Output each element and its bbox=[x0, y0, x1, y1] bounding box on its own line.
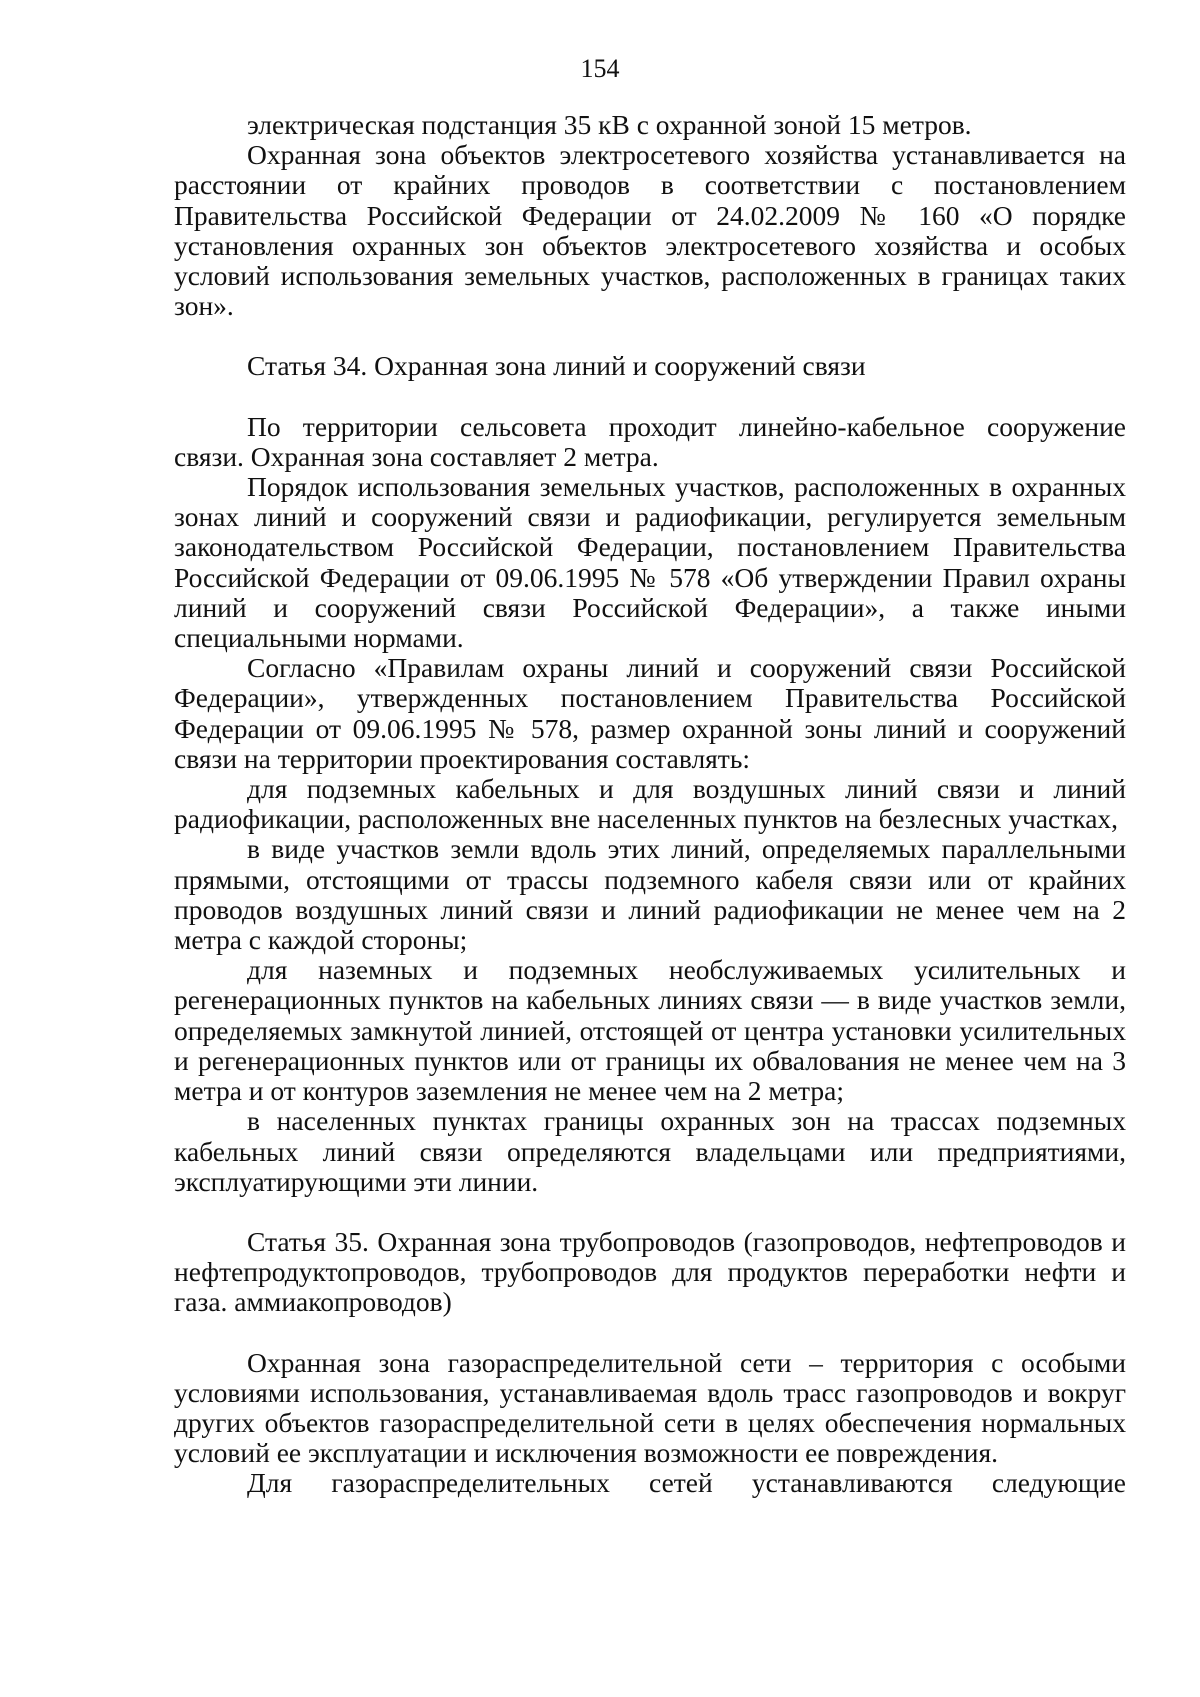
paragraph-electric-zone: Охранная зона объектов электросетевого хозяйства устанавливается на расстоянии от крайних проводов в соответствии с постановлением Правительства Российской Федерации от 24.02.2009 № 160 «О порядке установления охранных зон объектов электросетевого хозяйства и особых условий использования земельных участков, расположенных в границах таких зон». bbox=[174, 139, 1126, 322]
spacer bbox=[174, 1318, 1126, 1348]
paragraph-gas-zone-definition: Охранная зона газораспределительной сети – территория с особыми условиями использования, устанавливаемая вдоль трасс газопроводов и вокруг других объектов газораспределительной сети в целях обеспечения нормальных условий ее эксплуатации и исключения возможности ее повреждения. bbox=[174, 1346, 1126, 1469]
heading-article-35: Статья 35. Охранная зона трубопроводов (газопроводов, нефтепроводов и нефтепродуктопроводов, трубопроводов для продуктов переработки нефти и газа. аммиакопроводов) bbox=[174, 1225, 1126, 1318]
paragraph-settlements: в населенных пунктах границы охранных зон на трассах подземных кабельных линий связи определяются владельцами или предприятиями, эксплуатирующими эти линии. bbox=[174, 1105, 1126, 1197]
heading-article-34: Статья 34. Охранная зона линий и сооружений связи bbox=[247, 350, 866, 382]
paragraph-rules-reference: Согласно «Правилам охраны линий и сооружений связи Российской Федерации», утвержденных постановлением Правительства Российской Федерации от 09.06.1995 № 578, размер охранной зоны линий и сооружений связи на территории проектирования составлять: bbox=[174, 652, 1126, 774]
paragraph-substation: электрическая подстанция 35 кВ с охранной зоной 15 метров. bbox=[247, 109, 972, 140]
spacer bbox=[174, 1197, 1126, 1227]
document-body bbox=[174, 110, 1126, 1499]
spacer bbox=[174, 382, 1126, 412]
paragraph-land-strips: в виде участков земли вдоль этих линий, определяемых параллельными прямыми, отстоящими от трассы подземного кабеля связи или от крайних проводов воздушных линий связи и линий радиофикации не менее чем на 2 метра с каждой стороны; bbox=[174, 833, 1126, 956]
paragraph-cable-line: По территории сельсовета проходит линейно-кабельное сооружение связи. Охранная зона составляет 2 метра. bbox=[174, 410, 1126, 472]
paragraph-underground-lines: для подземных кабельных и для воздушных линий связи и линий радиофикации, расположенных вне населенных пунктов на безлесных участках, bbox=[174, 773, 1126, 835]
paragraph-land-use-order: Порядок использования земельных участков, расположенных в охранных зонах линий и сооружений связи и радиофикации, регулируется земельным законодательством Российской Федерации, постановлением Правительства Российской Федерации от 09.06.1995 № 578 «Об утверждении Правил охраны линий и сооружений связи Российской Федерации», а также иными специальными нормами. bbox=[174, 471, 1126, 654]
paragraph-gas-networks: Для газораспределительных сетей устанавливаются следующие bbox=[247, 1467, 1126, 1499]
page-number: 154 bbox=[580, 54, 620, 83]
spacer bbox=[174, 321, 1126, 351]
paragraph-amplifier-points: для наземных и подземных необслуживаемых усилительных и регенерационных пунктов на кабельных линиях связи — в виде участков земли, определяемых замкнутой линией, отстоящей от центра установки усилительных и регенерационных пунктов или от границы их обвалования не менее чем на 3 метра и от контуров заземления не менее чем на 2 метра; bbox=[174, 954, 1126, 1107]
